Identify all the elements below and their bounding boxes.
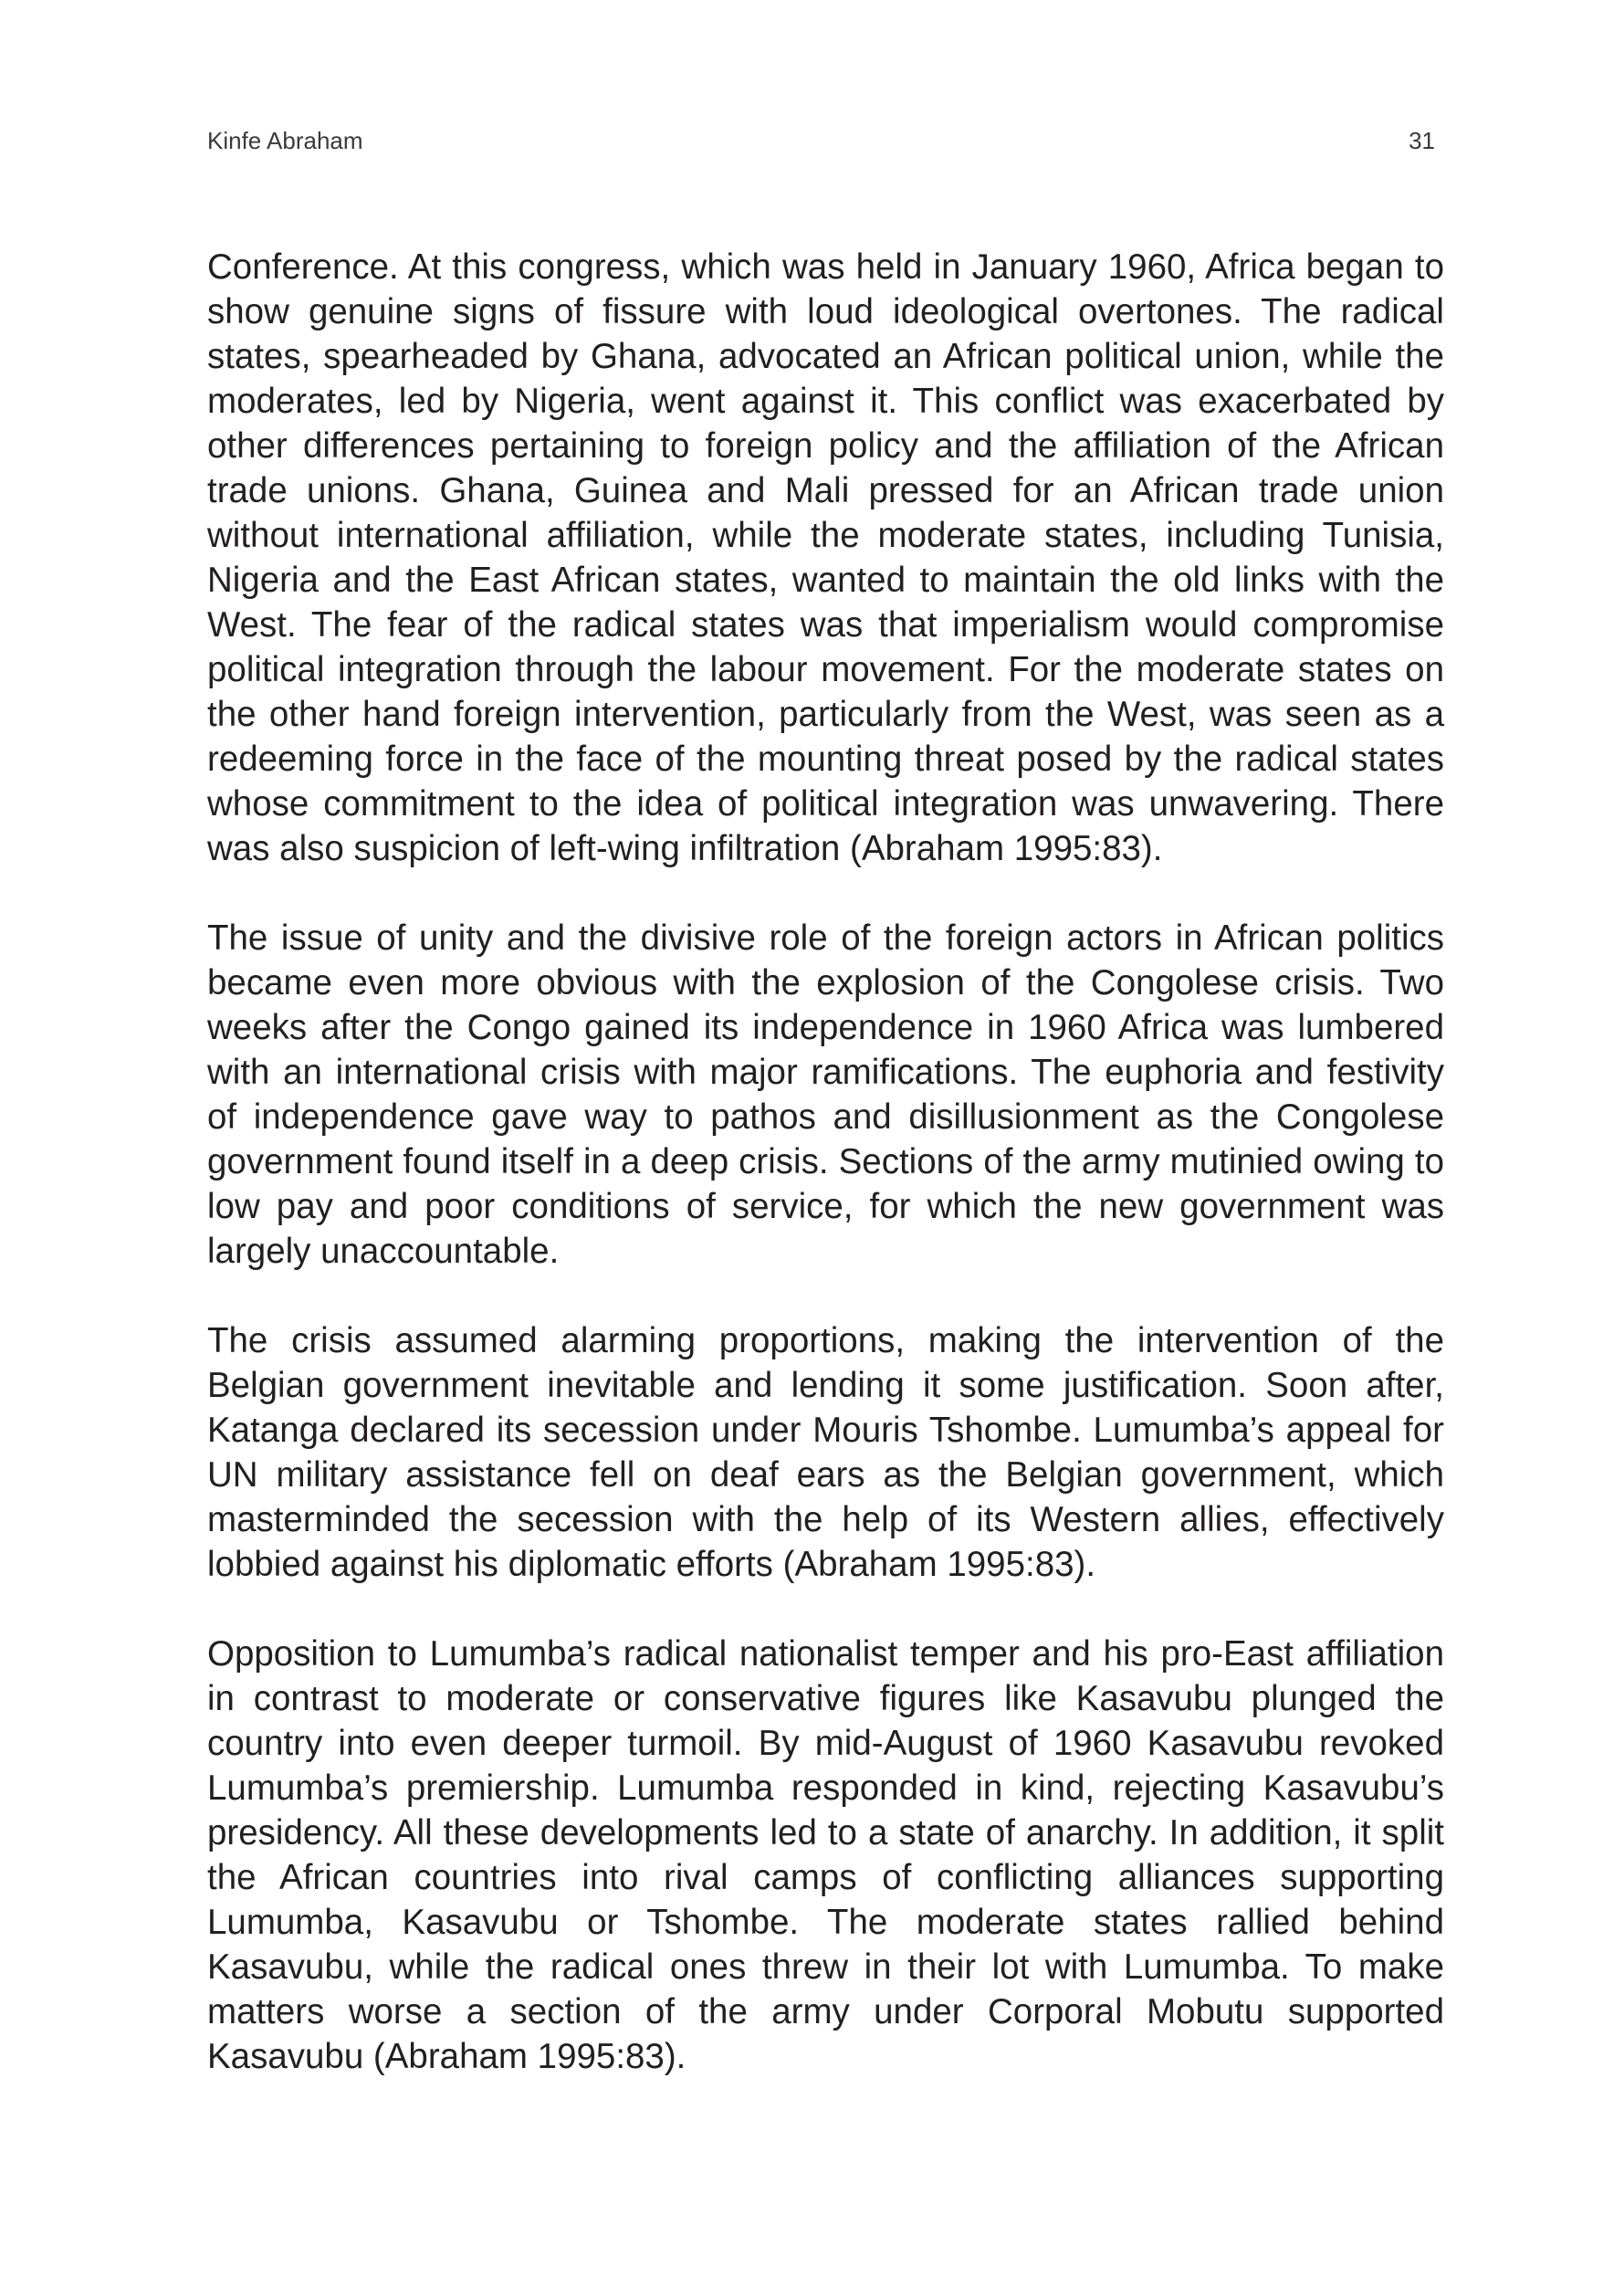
- paragraph-3: The crisis assumed alarming proportions, making the intervention of the Belgian government inevitable and lending it some justification. Soon after, Katanga declared its secession under Mouris Tshombe. Lumumba’s appeal for UN military assistance fell on deaf ears as the Belgian government, which masterminded the secession with the help of its Western allies, effectively lobbied against his diplomatic efforts (Abraham 1995:83).: [207, 1321, 1444, 1584]
- paragraph-4: Opposition to Lumumba’s radical nationalist temper and his pro-East affiliation in contrast to moderate or conservative figures like Kasavubu plunged the country into even deeper turmoil. By mid-August of 1960 Kasavubu revoked Lumumba’s premiership. Lumumba responded in kind, rejecting Kasavubu’s presidency. All these developments led to a state of anarchy. In addition, it split the African countries into rival camps of conflicting alliances supporting Lumumba, Kasavubu or Tshombe. The moderate states rallied behind Kasavubu, while the radical ones threw in their lot with Lumumba. To make matters worse a section of the army under Corporal Mobutu supported Kasavubu (Abraham 1995:83).: [207, 1634, 1444, 2076]
- page-number: 31: [1409, 127, 1435, 154]
- body-text: [207, 245, 1444, 2124]
- paragraph-2: The issue of unity and the divisive role of the foreign actors in African politics became even more obvious with the explosion of the Congolese crisis. Two weeks after the Congo gained its independence in 1960 Africa was lumbered with an international crisis with major ramifications. The euphoria and festivity of independence gave way to pathos and disillusionment as the Congolese government found itself in a deep crisis. Sections of the army mutinied owing to low pay and poor conditions of service, for which the new government was largely unaccountable.: [207, 918, 1444, 1271]
- paragraph-1: Conference. At this congress, which was held in January 1960, Africa began to show genuine signs of fissure with loud ideological overtones. The radical states, spearheaded by Ghana, advocated an African political union, while the moderates, led by Nigeria, went against it. This conflict was exacerbated by other differences pertaining to foreign policy and the affiliation of the African trade unions. Ghana, Guinea and Mali pressed for an African trade union without international affiliation, while the moderate states, including Tunisia, Nigeria and the East African states, wanted to maintain the old links with the West. The fear of the radical states was that imperialism would compromise political integration through the labour movement. For the moderate states on the other hand foreign intervention, particularly from the West, was seen as a redeeming force in the face of the mounting threat posed by the radical states whose commitment to the idea of political integration was unwavering. There was also suspicion of left-wing infiltration (Abraham 1995:83).: [207, 247, 1444, 868]
- running-head-author: Kinfe Abraham: [207, 127, 363, 154]
- running-header: [207, 124, 1435, 157]
